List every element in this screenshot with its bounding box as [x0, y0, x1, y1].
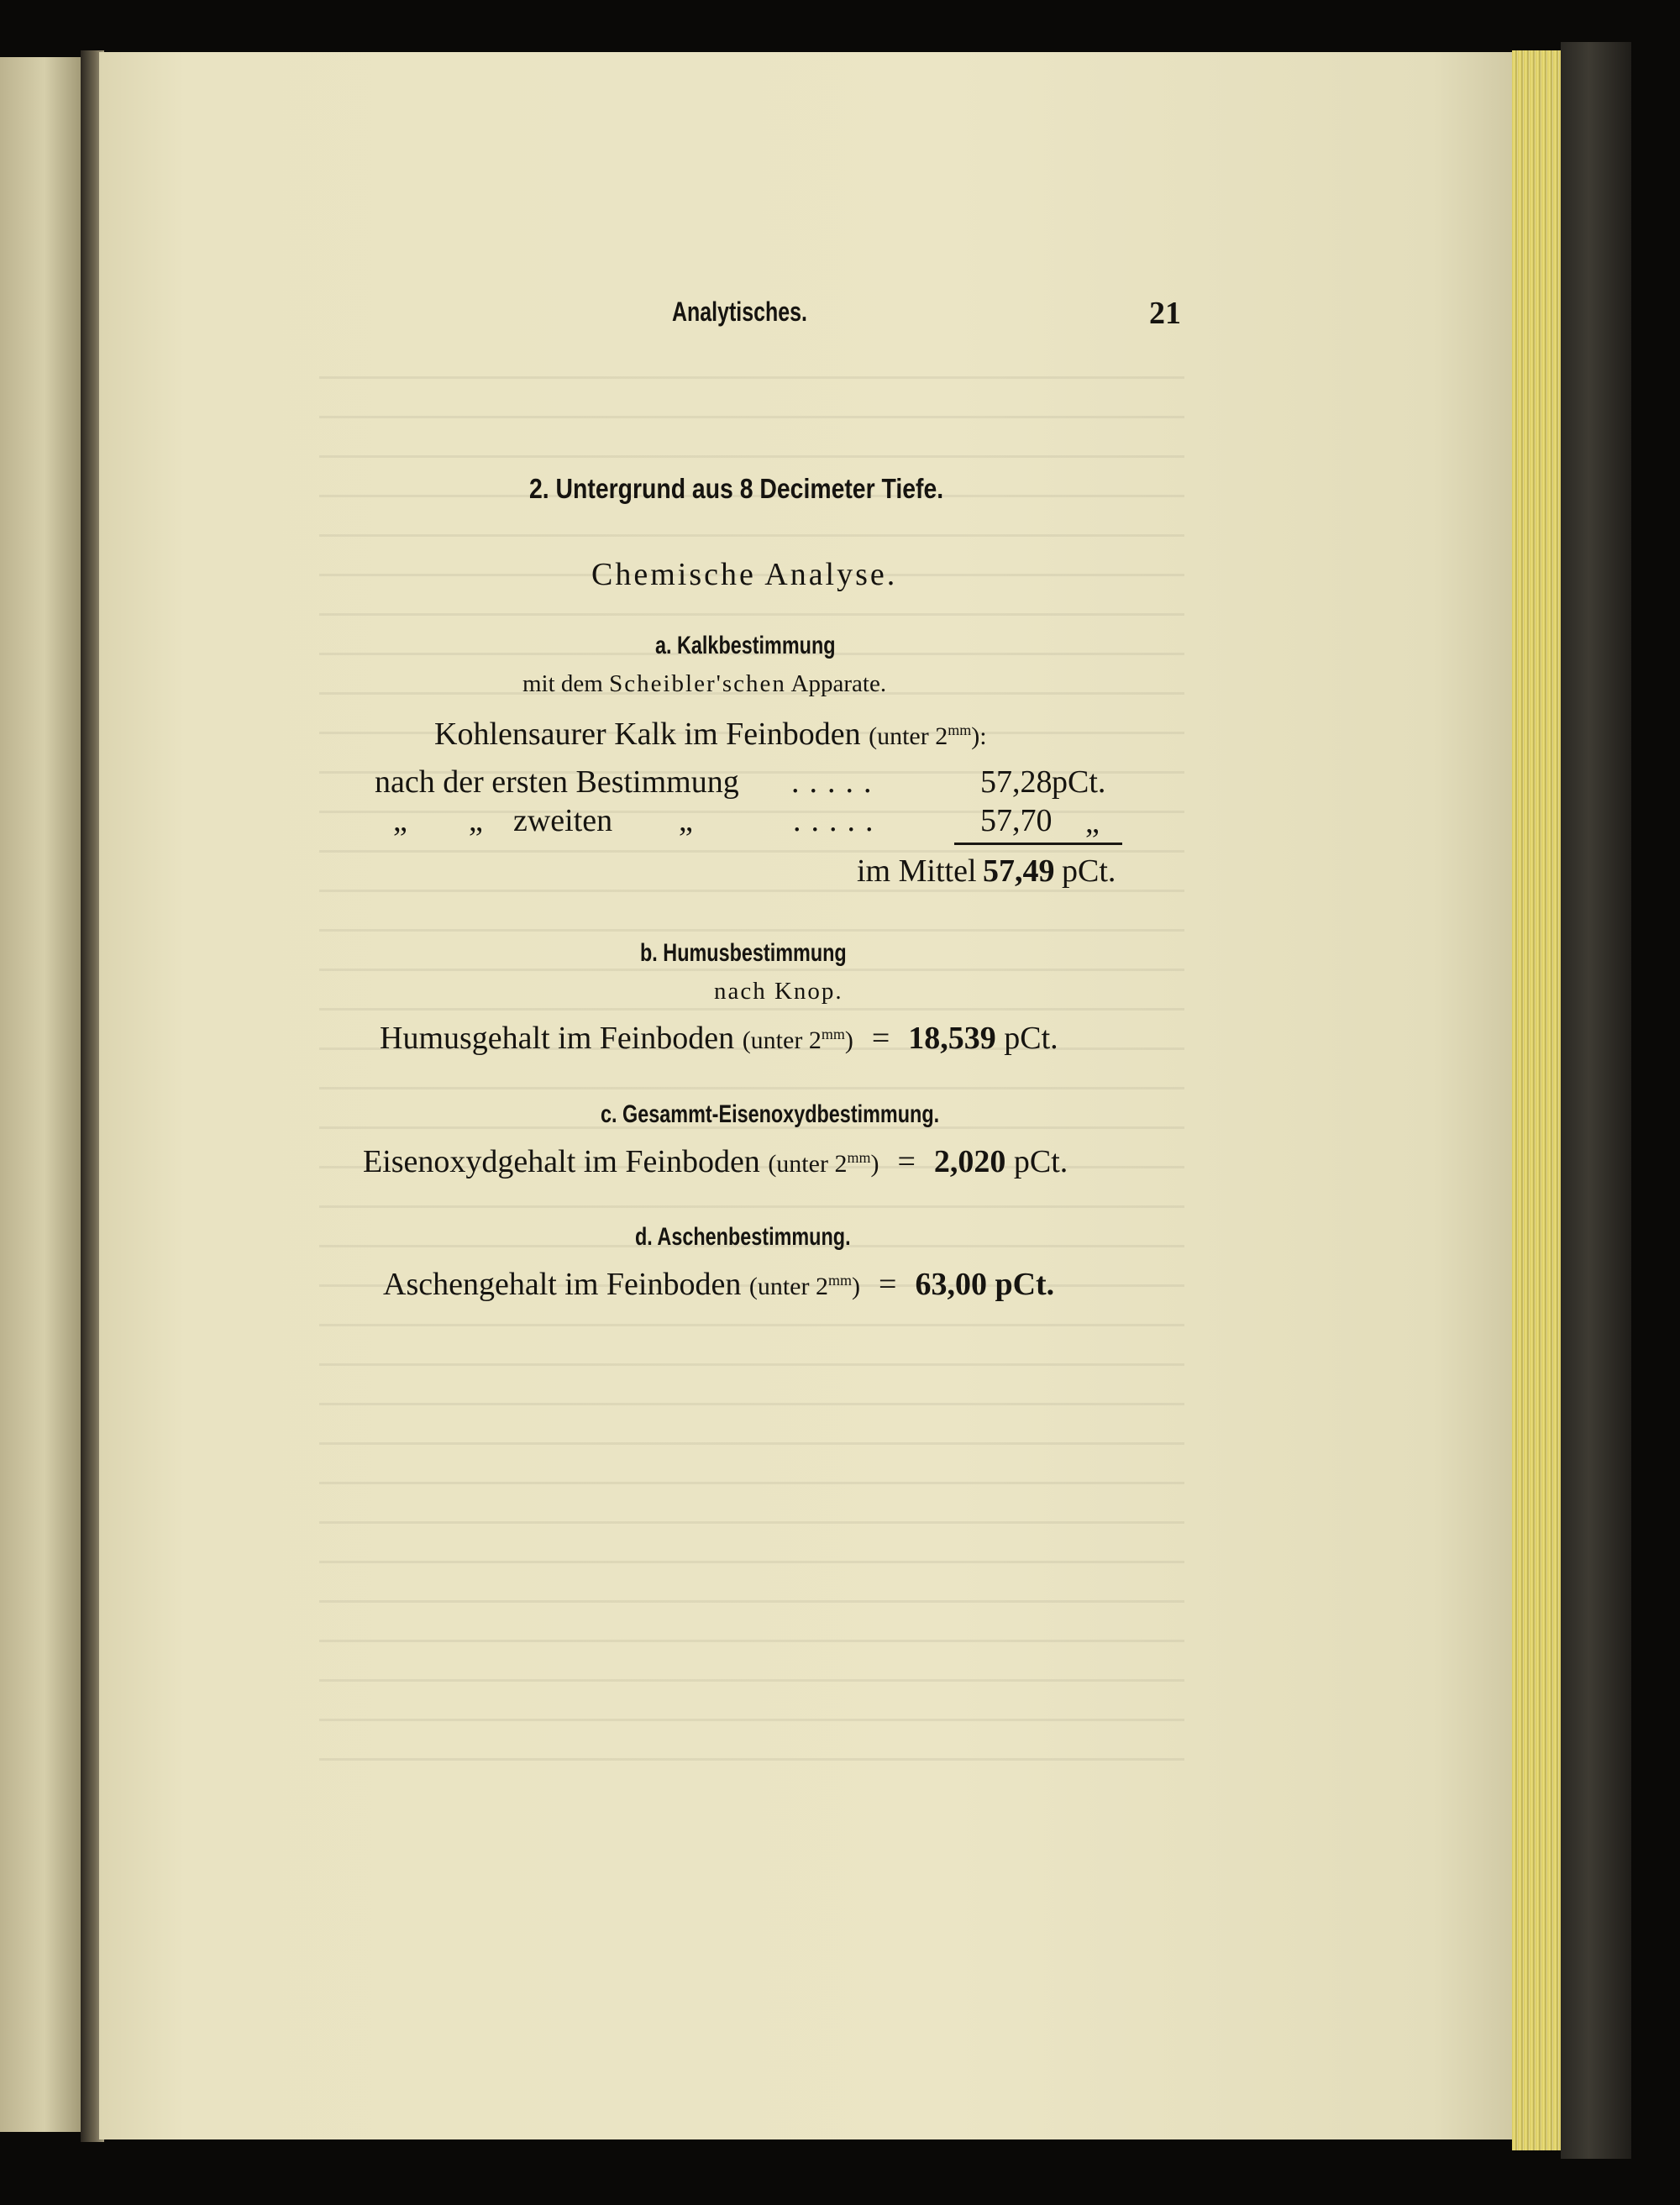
- analysis-heading: Chemische Analyse.: [591, 557, 898, 592]
- page: [99, 52, 1519, 2139]
- mean-value: 57,49: [983, 853, 1055, 889]
- book-cover-edge: [1561, 42, 1631, 2159]
- humus-heading: b. Humusbestimmung: [640, 939, 847, 967]
- section-title: 2. Untergrund aus 8 Decimeter Tiefe.: [529, 473, 944, 504]
- eisen-heading: c. Gesammt-Eisenoxydbestimmung.: [601, 1100, 940, 1128]
- left-page-edge: [0, 57, 81, 2132]
- row-first-label: nach der ersten Bestimmung: [375, 764, 739, 800]
- kalk-subheading: mit dem Scheibler'schen Apparate.: [522, 670, 887, 697]
- mean-unit: pCt.: [1062, 853, 1116, 889]
- sum-rule: [954, 843, 1122, 845]
- asche-line: Aschengehalt im Feinboden (unter $2^{mm}) = 63,00$ pCt.: [383, 1267, 1055, 1302]
- row-second-leader: .....: [793, 803, 884, 838]
- row-first-leader: .....: [791, 764, 882, 800]
- row-second-label: zweiten: [513, 803, 613, 838]
- row-second-ditto: „: [393, 803, 407, 838]
- row-first-unit: pCt.: [1052, 764, 1106, 800]
- row-second-unit: „: [1085, 805, 1100, 840]
- kalk-heading: a. Kalkbestimmung: [655, 632, 836, 659]
- row-second-ditto: „: [679, 803, 693, 838]
- humus-line: Humusgehalt im Feinboden (unter $2^{mm}) = 18,539$ pCt.: [380, 1021, 1058, 1056]
- humus-subheading: nach Knop.: [714, 978, 843, 1005]
- row-second-value: 57,70: [980, 803, 1053, 838]
- asche-heading: d. Aschenbestimmung.: [635, 1223, 851, 1251]
- page-edges: [1512, 50, 1562, 2150]
- row-second-ditto: „: [469, 803, 483, 838]
- page-number: 21: [1149, 296, 1181, 331]
- eisen-line: Eisenoxydgehalt im Feinboden (unter $2^{mm}) = 2,020$ pCt.: [363, 1144, 1068, 1179]
- kalk-line: Kohlensaurer Kalk im Feinboden (unter $2^{mm}$):: [434, 717, 987, 752]
- running-title: Analytisches.: [672, 297, 807, 327]
- mean-label: im Mittel: [857, 853, 977, 889]
- row-first-value: 57,28: [980, 764, 1053, 800]
